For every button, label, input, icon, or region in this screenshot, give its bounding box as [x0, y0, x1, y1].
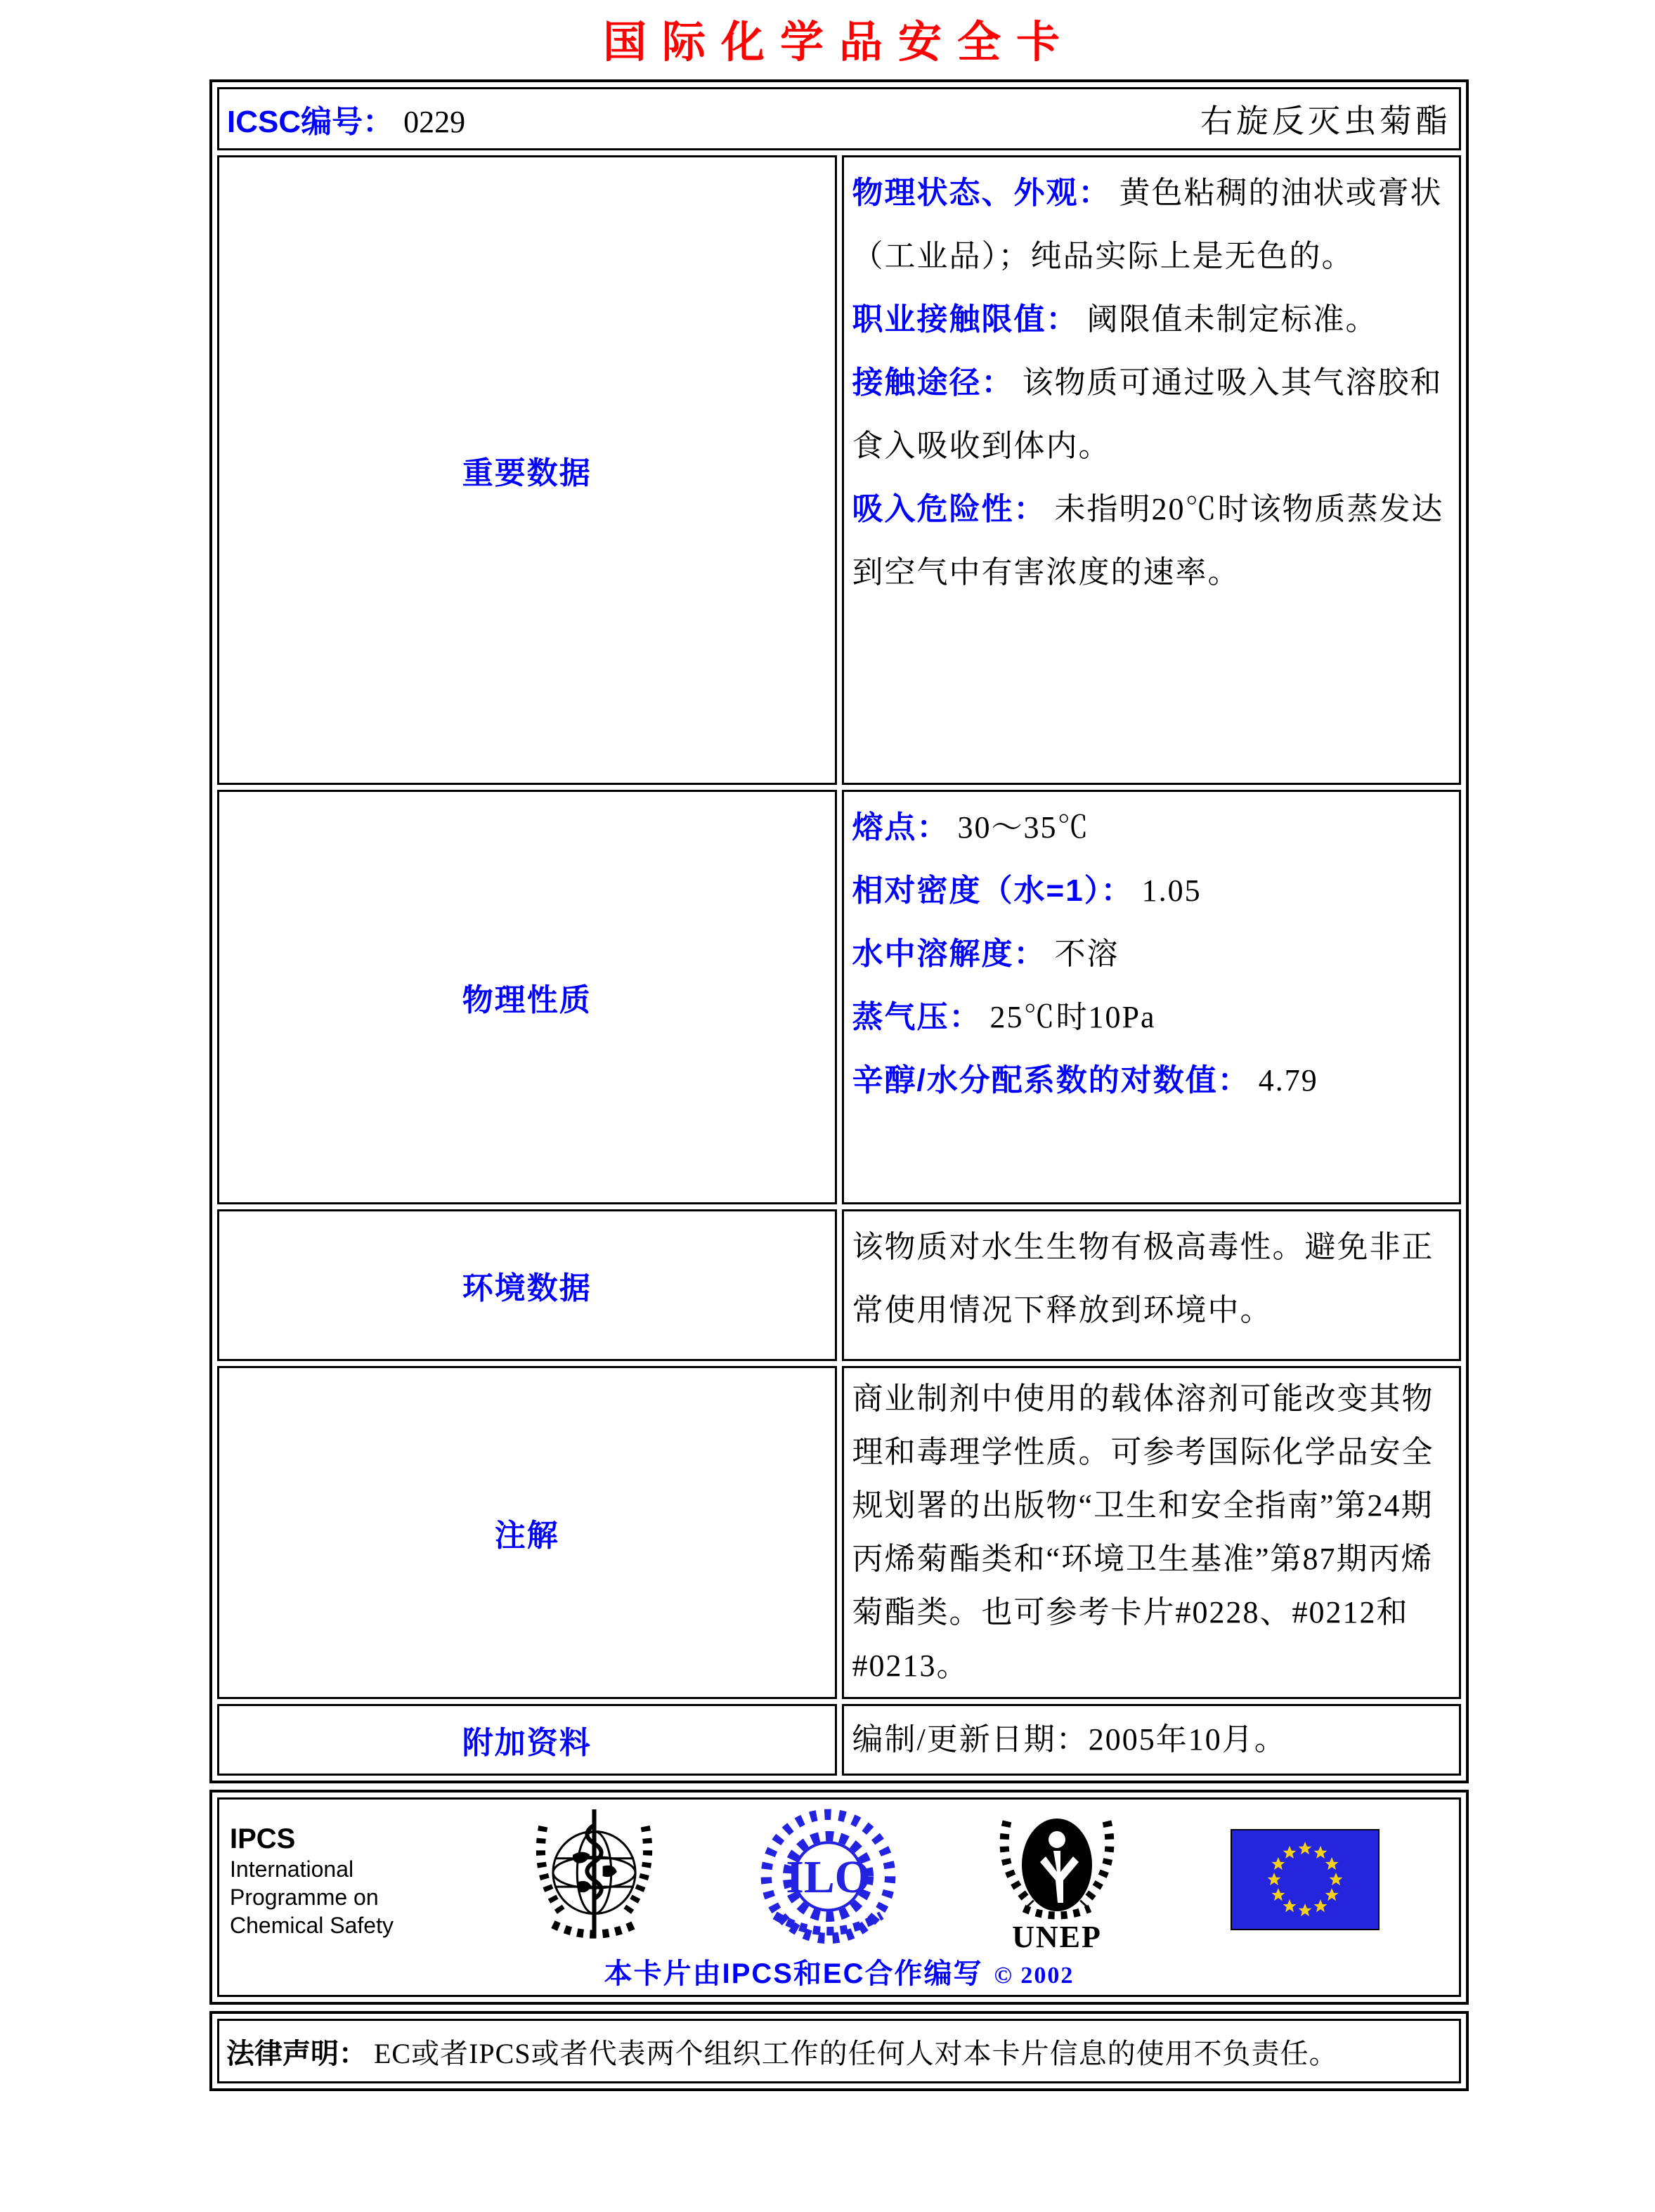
section-label-physical-properties: 物理性质	[217, 790, 837, 1204]
legal-notice-label: 法律声明：	[226, 2038, 367, 2069]
field-value: 30～35℃	[957, 810, 1090, 845]
unep-emblem-icon	[983, 1810, 1131, 1953]
field-value: 阈限值未制定标准。	[1086, 302, 1378, 337]
ipcs-line2: Programme on	[230, 1884, 379, 1910]
ilo-emblem-icon	[756, 1807, 900, 1955]
logo-row	[220, 1800, 1458, 1958]
section-content-additional-info	[842, 1704, 1462, 1776]
ilo-letters: ILO	[786, 1852, 871, 1903]
icsc-number-value: 0229	[403, 105, 466, 139]
icsc-number-group	[227, 96, 465, 141]
field-label: 接触途径：	[852, 365, 1014, 400]
field-value: 1.05	[1141, 873, 1202, 908]
field-line	[852, 859, 1450, 923]
logos-box	[209, 1790, 1469, 2005]
additional-date-label: 编制/更新日期：	[852, 1722, 1089, 1757]
chemical-name: 右旋反灭虫菊酯	[1200, 103, 1451, 139]
field-label: 辛醇/水分配系数的对数值：	[852, 1063, 1250, 1098]
section-content-physical-properties	[842, 790, 1462, 1204]
legal-box	[209, 2011, 1469, 2091]
ipcs-line3: Chemical Safety	[230, 1912, 394, 1938]
environment-text: 该物质对水生生物有极高毒性。避免非正常使用情况下释放到环境中。	[852, 1230, 1434, 1327]
field-label: 吸入危险性：	[852, 492, 1046, 526]
copyright-text: © 2002	[994, 1963, 1075, 1989]
section-content-important-data	[842, 155, 1462, 785]
field-line	[852, 796, 1450, 859]
section-content-notes	[842, 1366, 1462, 1699]
field-line	[852, 351, 1450, 478]
section-label-important-data: 重要数据	[217, 155, 837, 785]
section-content-environmental-data	[842, 1209, 1462, 1361]
notes-text: 商业制剂中使用的载体溶剂可能改变其物理和毒理学性质。可参考国际化学品安全规划署的出版物“卫生和安全指南”第24期丙烯菊酯类和“环境卫生基准”第87期丙烯菊酯类。也可参考卡片#0228、#0212和#0213。	[852, 1381, 1434, 1683]
field-label: 熔点：	[852, 810, 949, 845]
field-value: 该物质可通过吸入其气溶胶和食入吸收到体内。	[852, 365, 1443, 463]
header-row	[217, 87, 1461, 150]
cooperation-line	[220, 1958, 1458, 1994]
section-label-environmental-data: 环境数据	[217, 1209, 837, 1361]
additional-date-value: 2005年10月。	[1088, 1722, 1287, 1757]
unep-caption: UNEP	[1012, 1919, 1102, 1954]
field-label: 相对密度（水=1）：	[852, 873, 1134, 908]
card-table	[209, 79, 1469, 1783]
field-label: 职业接触限值：	[852, 302, 1079, 337]
field-value: 黄色粘稠的油状或膏状（工业品）；纯品实际上是无色的。	[852, 176, 1443, 273]
section-label-additional-info: 附加资料	[217, 1704, 837, 1776]
legal-cell	[217, 2019, 1461, 2083]
field-value: 25℃时10Pa	[989, 1000, 1156, 1034]
section-label-notes: 注解	[217, 1366, 837, 1699]
who-emblem-icon	[522, 1805, 666, 1958]
ipcs-acronym: IPCS	[230, 1823, 296, 1854]
field-value: 未指明20℃时该物质蒸发达到空气中有害浓度的速率。	[852, 492, 1444, 590]
field-line	[852, 923, 1450, 986]
field-line	[852, 288, 1450, 351]
eu-flag-icon	[1231, 1829, 1380, 1934]
field-label: 水中溶解度：	[852, 937, 1046, 971]
field-line	[852, 986, 1450, 1049]
field-line	[852, 478, 1450, 604]
logos-cell	[217, 1797, 1461, 1997]
field-line	[852, 1049, 1450, 1112]
field-value: 不溶	[1054, 937, 1119, 971]
field-label: 蒸气压：	[852, 1000, 982, 1034]
field-line	[852, 162, 1450, 288]
field-value: 4.79	[1258, 1063, 1318, 1098]
field-label: 物理状态、外观：	[852, 176, 1111, 210]
ipcs-text-block	[230, 1823, 455, 1939]
icsc-card	[209, 0, 1469, 2091]
cooperation-text: 本卡片由IPCS和EC合作编写	[604, 1958, 983, 1989]
ipcs-line1: International	[230, 1856, 354, 1882]
icsc-number-label: ICSC编号：	[227, 105, 394, 139]
page-title: 国际化学品安全卡	[602, 19, 1075, 67]
legal-notice-text: EC或者IPCS或者代表两个组织工作的任何人对本卡片信息的使用不负责任。	[374, 2037, 1338, 2069]
